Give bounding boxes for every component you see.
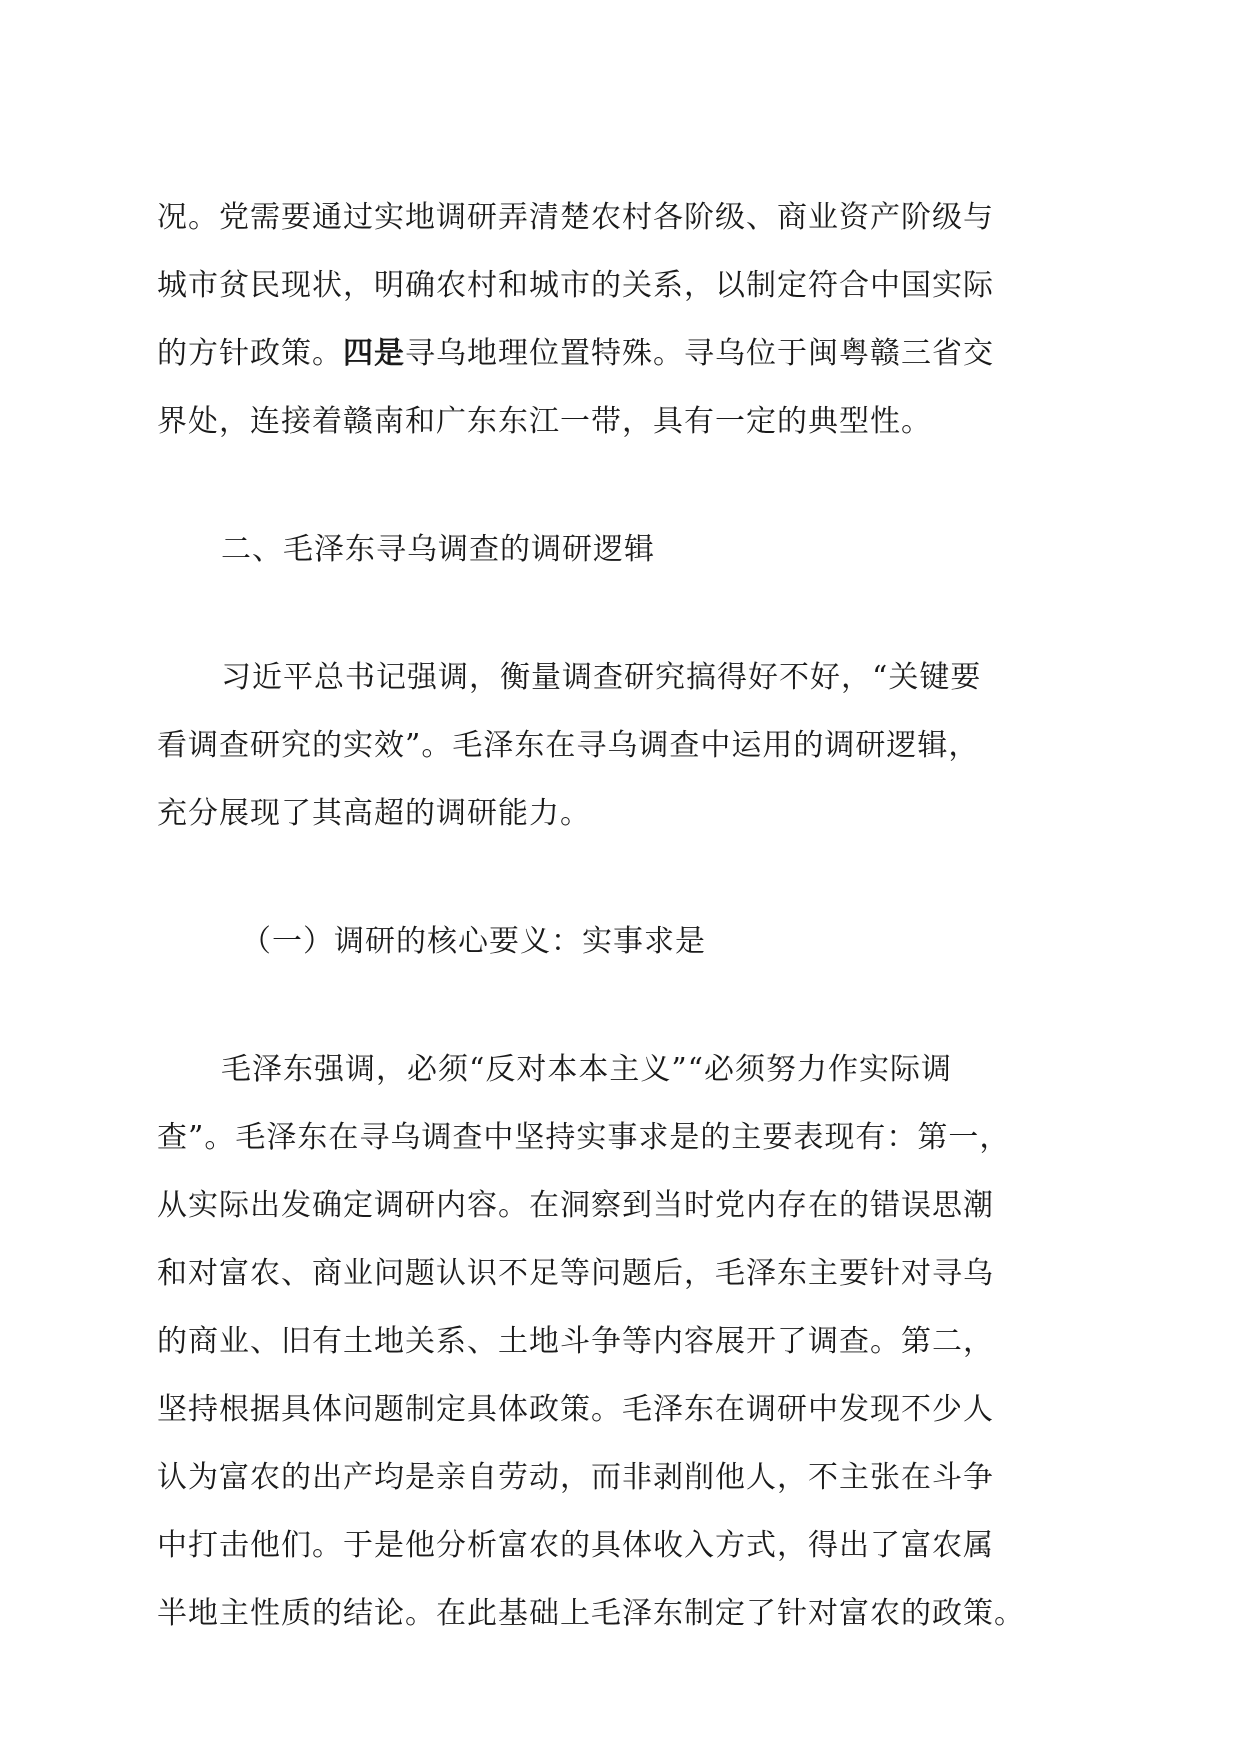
paragraph [157,644,1057,848]
text-line: 半地主性质的结论。在此基础上毛泽东制定了针对富农的政策。 [157,1596,1025,1631]
text-line: 界处，连接着赣南和广东东江一带，具有一定的典型性。 [157,404,932,439]
text-line: 从实际出发确定调研内容。在洞察到当时党内存在的错误思潮 [157,1188,994,1223]
text-line: 认为富农的出产均是亲自劳动，而非剥削他人，不主张在斗争 [157,1460,994,1495]
text-line: 习近平总书记强调，衡量调查研究搞得好不好，“关键要 [221,660,982,695]
text-line [157,320,1057,388]
bold-marker: 四是 [343,336,405,371]
text-line: 查”。毛泽东在寻乌调查中坚持实事求是的主要表现有：第一， [157,1120,1011,1155]
text-line: 城市贫民现状，明确农村和城市的关系，以制定符合中国实际 [157,268,994,303]
paragraph-continued [157,184,1057,456]
text-line: 看调查研究的实效”。毛泽东在寻乌调查中运用的调研逻辑， [157,728,980,763]
text-line: 和对富农、商业问题认识不足等问题后，毛泽东主要针对寻乌 [157,1256,994,1291]
section-heading: 二、毛泽东寻乌调查的调研逻辑 [221,532,655,567]
text-line: 的商业、旧有土地关系、土地斗争等内容展开了调查。第二， [157,1324,994,1359]
text-segment: 的方针政策。 [157,336,343,371]
text-line: 中打击他们。于是他分析富农的具体收入方式，得出了富农属 [157,1528,994,1563]
document-body [157,184,1057,1648]
text-segment: 寻乌地理位置特殊。寻乌位于闽粤赣三省交 [405,336,994,371]
text-line: 充分展现了其高超的调研能力。 [157,796,591,831]
text-line: 毛泽东强调，必须“反对本本主义”“必须努力作实际调 [221,1052,953,1087]
text-line: 况。党需要通过实地调研弄清楚农村各阶级、商业资产阶级与 [157,200,994,235]
subsection-heading: （一）调研的核心要义：实事求是 [241,924,706,959]
text-line: 坚持根据具体问题制定具体政策。毛泽东在调研中发现不少人 [157,1392,994,1427]
paragraph [157,1036,1057,1648]
